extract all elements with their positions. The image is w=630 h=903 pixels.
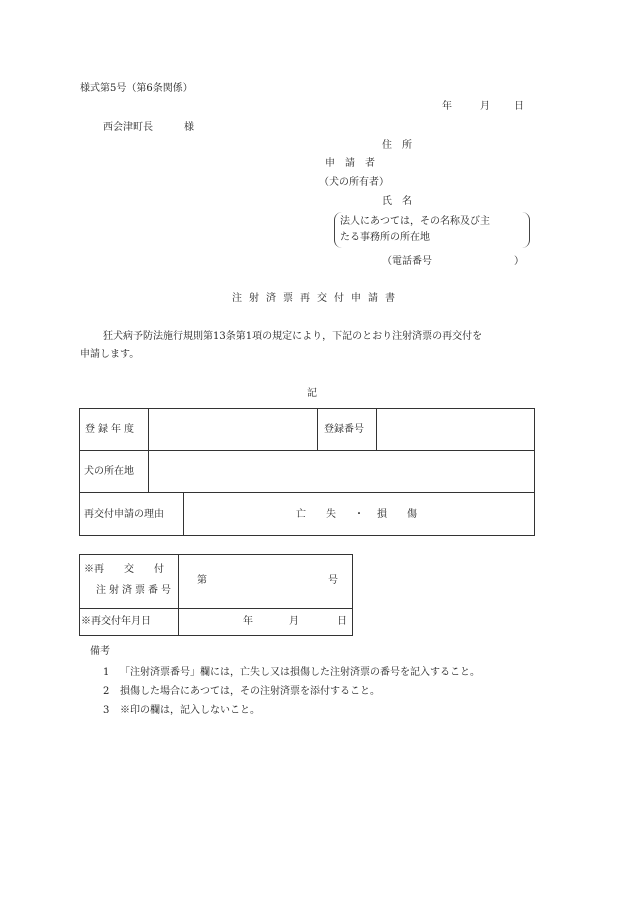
dog-location-label: 犬の所在地 bbox=[84, 466, 134, 477]
table-divider bbox=[79, 608, 353, 609]
reg-year-label: 登録年度 bbox=[85, 424, 137, 435]
note-text: 損傷した場合にあつては，その注射済票を添付すること。 bbox=[120, 686, 380, 697]
reason-loss: 亡 失 bbox=[296, 509, 336, 520]
reason-damage: 損 傷 bbox=[377, 509, 417, 520]
date-year-label: 年 bbox=[442, 101, 452, 112]
date-month-label: 月 bbox=[480, 101, 490, 112]
phone-label: （電話番号 bbox=[382, 256, 432, 267]
table-divider bbox=[376, 408, 377, 450]
reissue-date-year: 年 bbox=[243, 616, 253, 627]
notes-heading: 備考 bbox=[90, 646, 110, 657]
owner-note: （犬の所有者） bbox=[319, 177, 389, 188]
note-text: 「注射済票番号」欄には，亡失し又は損傷した注射済票の番号を記入すること。 bbox=[120, 667, 480, 678]
date-day-label: 日 bbox=[514, 101, 524, 112]
body-text-line1: 狂犬病予防法施行規則第13条第1項の規定により，下記のとおり注射済票の再交付を bbox=[103, 331, 483, 342]
table-divider bbox=[178, 554, 179, 636]
number-prefix: 第 bbox=[197, 575, 207, 586]
applicant-label: 申 請 者 bbox=[325, 158, 375, 169]
reissue-date-day: 日 bbox=[337, 616, 347, 627]
reg-number-label: 登録番号 bbox=[324, 424, 364, 435]
table-divider bbox=[183, 492, 184, 536]
reason-dot: ・ bbox=[354, 509, 364, 520]
note-text: ※印の欄は，記入しないこと。 bbox=[120, 705, 260, 716]
table-divider bbox=[148, 408, 149, 492]
reissue-label-line1: ※再 交 付 bbox=[84, 564, 164, 575]
number-suffix: 号 bbox=[328, 575, 338, 586]
note-number: 1 bbox=[103, 667, 110, 678]
reason-label: 再交付申請の理由 bbox=[84, 509, 164, 520]
reissue-label-line2: 注射済票番号 bbox=[96, 585, 174, 596]
addressee: 西会津町長 bbox=[103, 122, 153, 133]
form-number: 様式第5号（第6条関係） bbox=[80, 83, 193, 94]
phone-close: ） bbox=[514, 256, 524, 267]
table-divider bbox=[317, 408, 318, 450]
reissue-date-label: ※再交付年月日 bbox=[81, 616, 151, 627]
corporate-note-line2: たる事務所の所在地 bbox=[340, 232, 430, 243]
note-number: 2 bbox=[103, 686, 110, 697]
address-label: 住 所 bbox=[382, 140, 412, 151]
honorific: 様 bbox=[184, 122, 194, 133]
ki-heading: 記 bbox=[307, 388, 317, 399]
note-number: 3 bbox=[103, 705, 110, 716]
name-label: 氏 名 bbox=[382, 196, 412, 207]
corporate-note-line1: 法人にあつては，その名称及び主 bbox=[340, 216, 490, 227]
document-title: 注射済票再交付申請書 bbox=[232, 293, 402, 304]
reissue-date-month: 月 bbox=[289, 616, 299, 627]
table-divider bbox=[79, 492, 535, 493]
body-text-line2: 申請します。 bbox=[80, 349, 140, 360]
